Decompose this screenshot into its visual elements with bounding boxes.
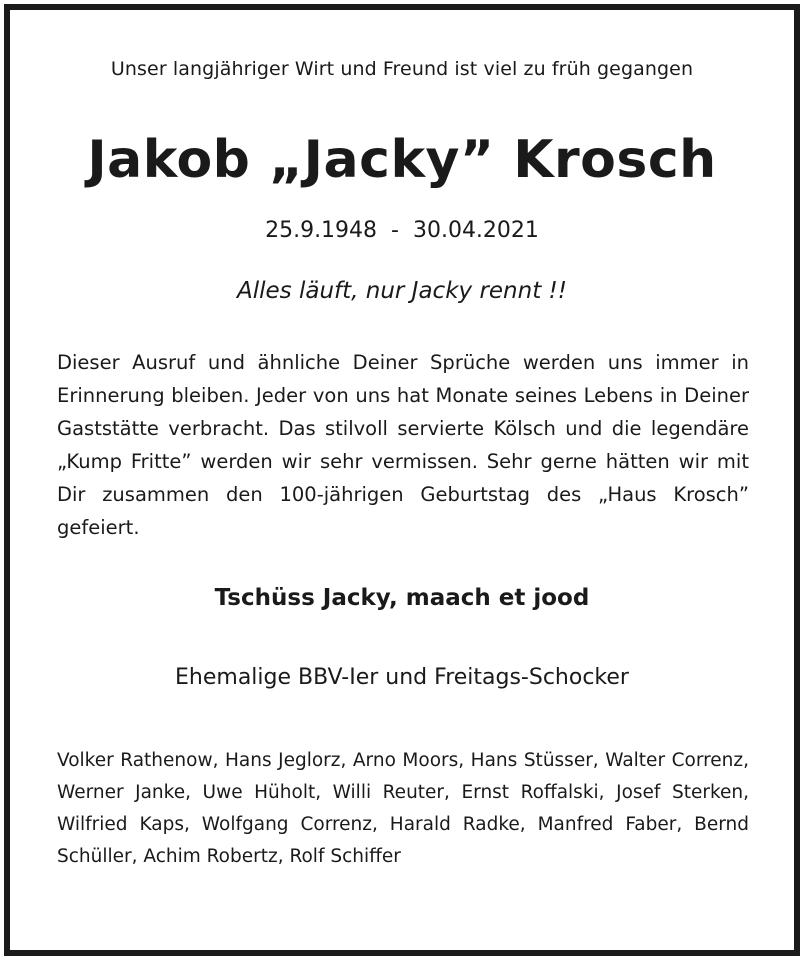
body-paragraph: Dieser Ausruf und ähnliche Deiner Sprüche werden uns immer in Erinnerung bleiben. Jeder von uns hat Monate seines Lebens in Deiner Gaststätte verbracht. Das stilvoll servierte Kölsch und die legendäre „Kump Fritte” werden wir sehr vermissen. Sehr gerne hätten wir mit Dir zusammen den 100-jährigen Geburtstag des „Haus Krosch” gefeiert.: [57, 351, 749, 539]
mourners-list: Volker Rathenow, Hans Jeglorz, Arno Moors, Hans Stüsser, Walter Correnz, Werner Janke, Uwe Hüholt, Willi Reuter, Ernst Roffalski, Josef Sterken, Wilfried Kaps, Wolfgang Correnz, Harald Radke, Manfred Faber, Bernd Schüller, Achim Robertz, Rolf Schiffer: [57, 750, 749, 867]
obituary-notice: [10, 10, 794, 950]
deceased-name: Jakob „Jacky” Krosch: [87, 130, 717, 190]
farewell-line: Tschüss Jacky, maach et jood: [214, 585, 590, 611]
motto-quote: Alles läuft, nur Jacky rennt !!: [237, 278, 567, 304]
intro-line: Unser langjähriger Wirt und Freund ist viel zu früh gegangen: [110, 58, 694, 80]
group-name: Ehemalige BBV-Ier und Freitags-Schocker: [175, 665, 629, 690]
life-dates: 25.9.1948 - 30.04.2021: [265, 218, 539, 243]
